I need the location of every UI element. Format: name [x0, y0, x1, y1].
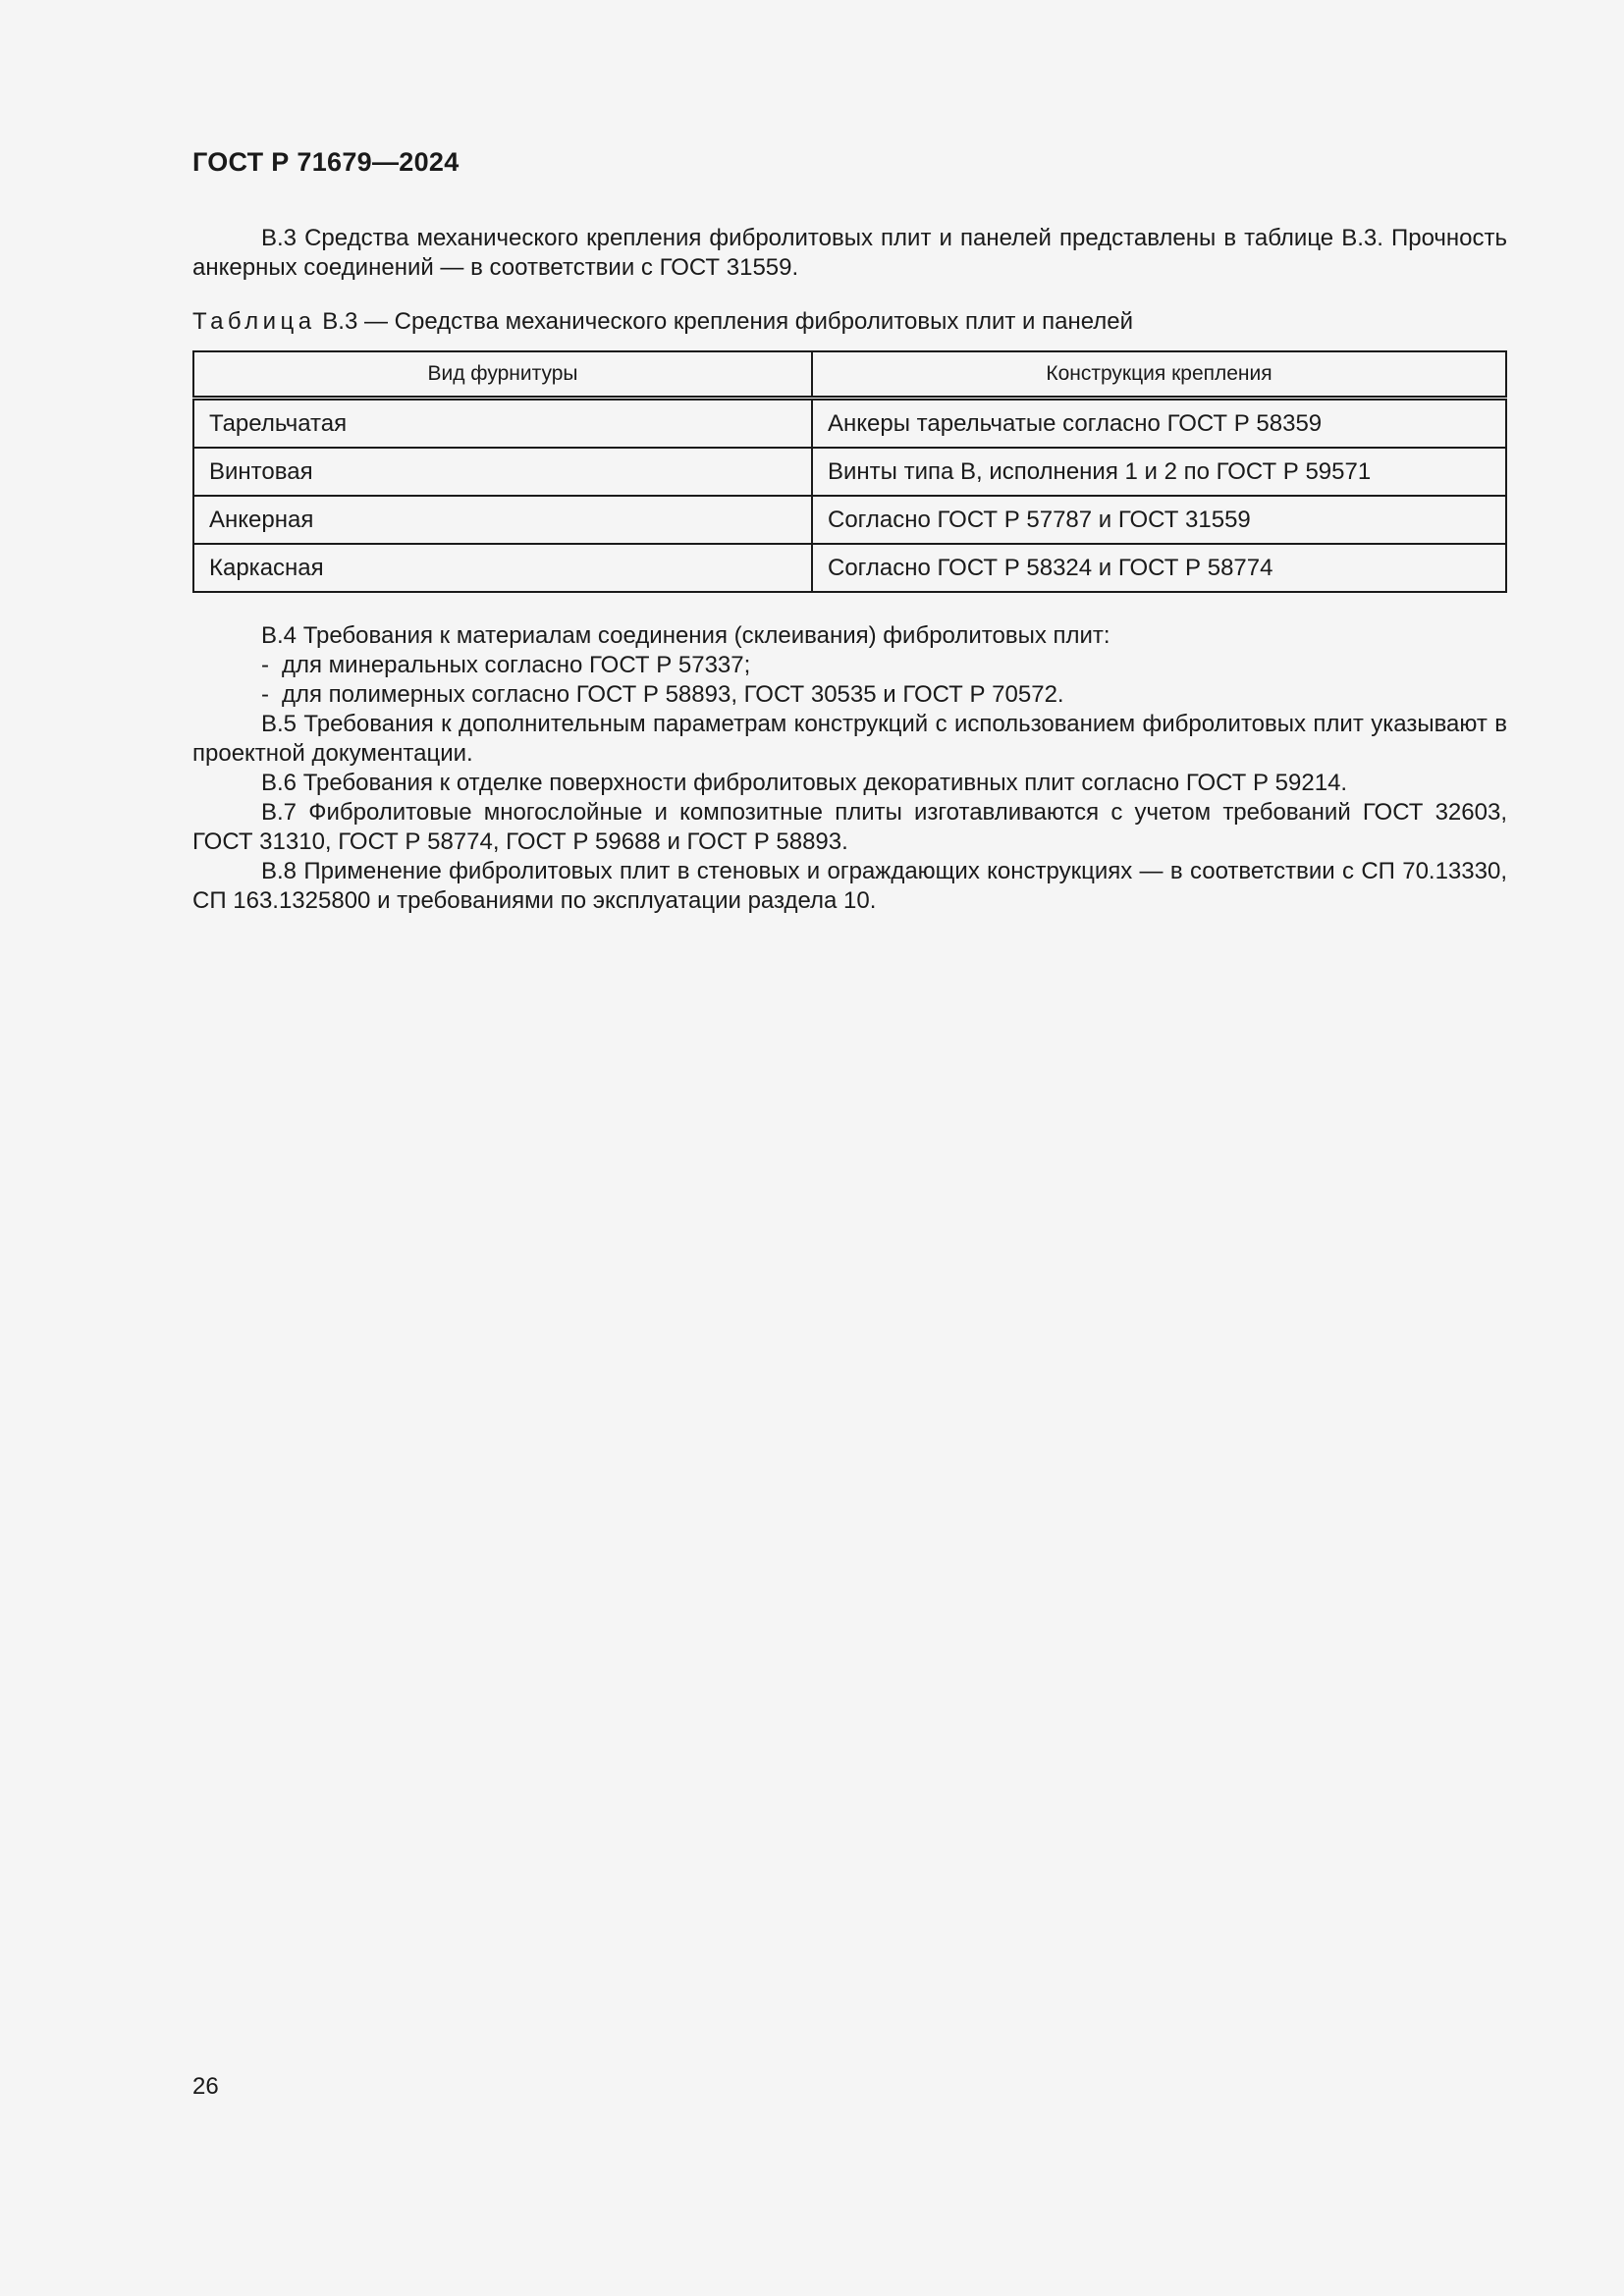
table-caption [192, 307, 1133, 337]
document-code-header: ГОСТ Р 71679—2024 [192, 147, 460, 177]
paragraph-b3: В.3 Средства механического крепления фибролитовых плит и панелей представлены в таблице В.3. Прочность анкерных соединений — в соответствии с ГОСТ 31559. [192, 225, 1507, 281]
list-item [192, 651, 1507, 680]
page-number: 26 [192, 2073, 219, 2100]
table-row [193, 496, 1506, 544]
body-section [192, 621, 1507, 916]
list-marker: - [261, 681, 269, 708]
table-header-row [193, 351, 1506, 399]
list-item-text: для минеральных согласно ГОСТ Р 57337; [282, 652, 751, 678]
table-row [193, 399, 1506, 449]
list-item [192, 680, 1507, 710]
paragraph-b8: В.8 Применение фибролитовых плит в стеновых и ограждающих конструкциях — в соответствии с СП 70.13330, СП 163.1325800 и требованиями по эксплуатации раздела 10. [192, 858, 1507, 914]
table-caption-text: В.3 — Средства механического крепления фибролитовых плит и панелей [315, 308, 1134, 335]
table-cell-fastening-design: Анкеры тарельчатые согласно ГОСТ Р 58359 [812, 399, 1506, 449]
table-caption-label: Таблица [192, 308, 316, 335]
table-cell-hardware-type: Тарельчатая [193, 399, 812, 449]
fastening-table [192, 350, 1507, 593]
table-cell-fastening-design: Винты типа В, исполнения 1 и 2 по ГОСТ Р 59571 [812, 448, 1506, 496]
column-header-fastening-design: Конструкция крепления [812, 351, 1506, 399]
intro-section [192, 224, 1507, 283]
table-cell-hardware-type: Винтовая [193, 448, 812, 496]
table-row [193, 544, 1506, 592]
table-cell-fastening-design: Согласно ГОСТ Р 57787 и ГОСТ 31559 [812, 496, 1506, 544]
column-header-hardware-type: Вид фурнитуры [193, 351, 812, 399]
list-marker: - [261, 652, 269, 678]
list-item-text: для полимерных согласно ГОСТ Р 58893, ГОСТ 30535 и ГОСТ Р 70572. [282, 681, 1064, 708]
table-cell-fastening-design: Согласно ГОСТ Р 58324 и ГОСТ Р 58774 [828, 554, 1273, 581]
paragraph-b5: В.5 Требования к дополнительным параметрам конструкций с использованием фибролитовых плит указывают в проектной документации. [192, 711, 1507, 767]
paragraph-b6: В.6 Требования к отделке поверхности фибролитовых декоративных плит согласно ГОСТ Р 59214. [261, 770, 1348, 796]
table-cell-hardware-type: Анкерная [193, 496, 812, 544]
table-row [193, 448, 1506, 496]
paragraph-b7: В.7 Фибролитовые многослойные и композитные плиты изготавливаются с учетом требований ГОСТ 32603, ГОСТ 31310, ГОСТ Р 58774, ГОСТ Р 59688 и ГОСТ Р 58893. [192, 799, 1507, 855]
table-cell-hardware-type: Каркасная [193, 544, 812, 592]
paragraph-b4: В.4 Требования к материалам соединения (склеивания) фибролитовых плит: [261, 622, 1110, 649]
